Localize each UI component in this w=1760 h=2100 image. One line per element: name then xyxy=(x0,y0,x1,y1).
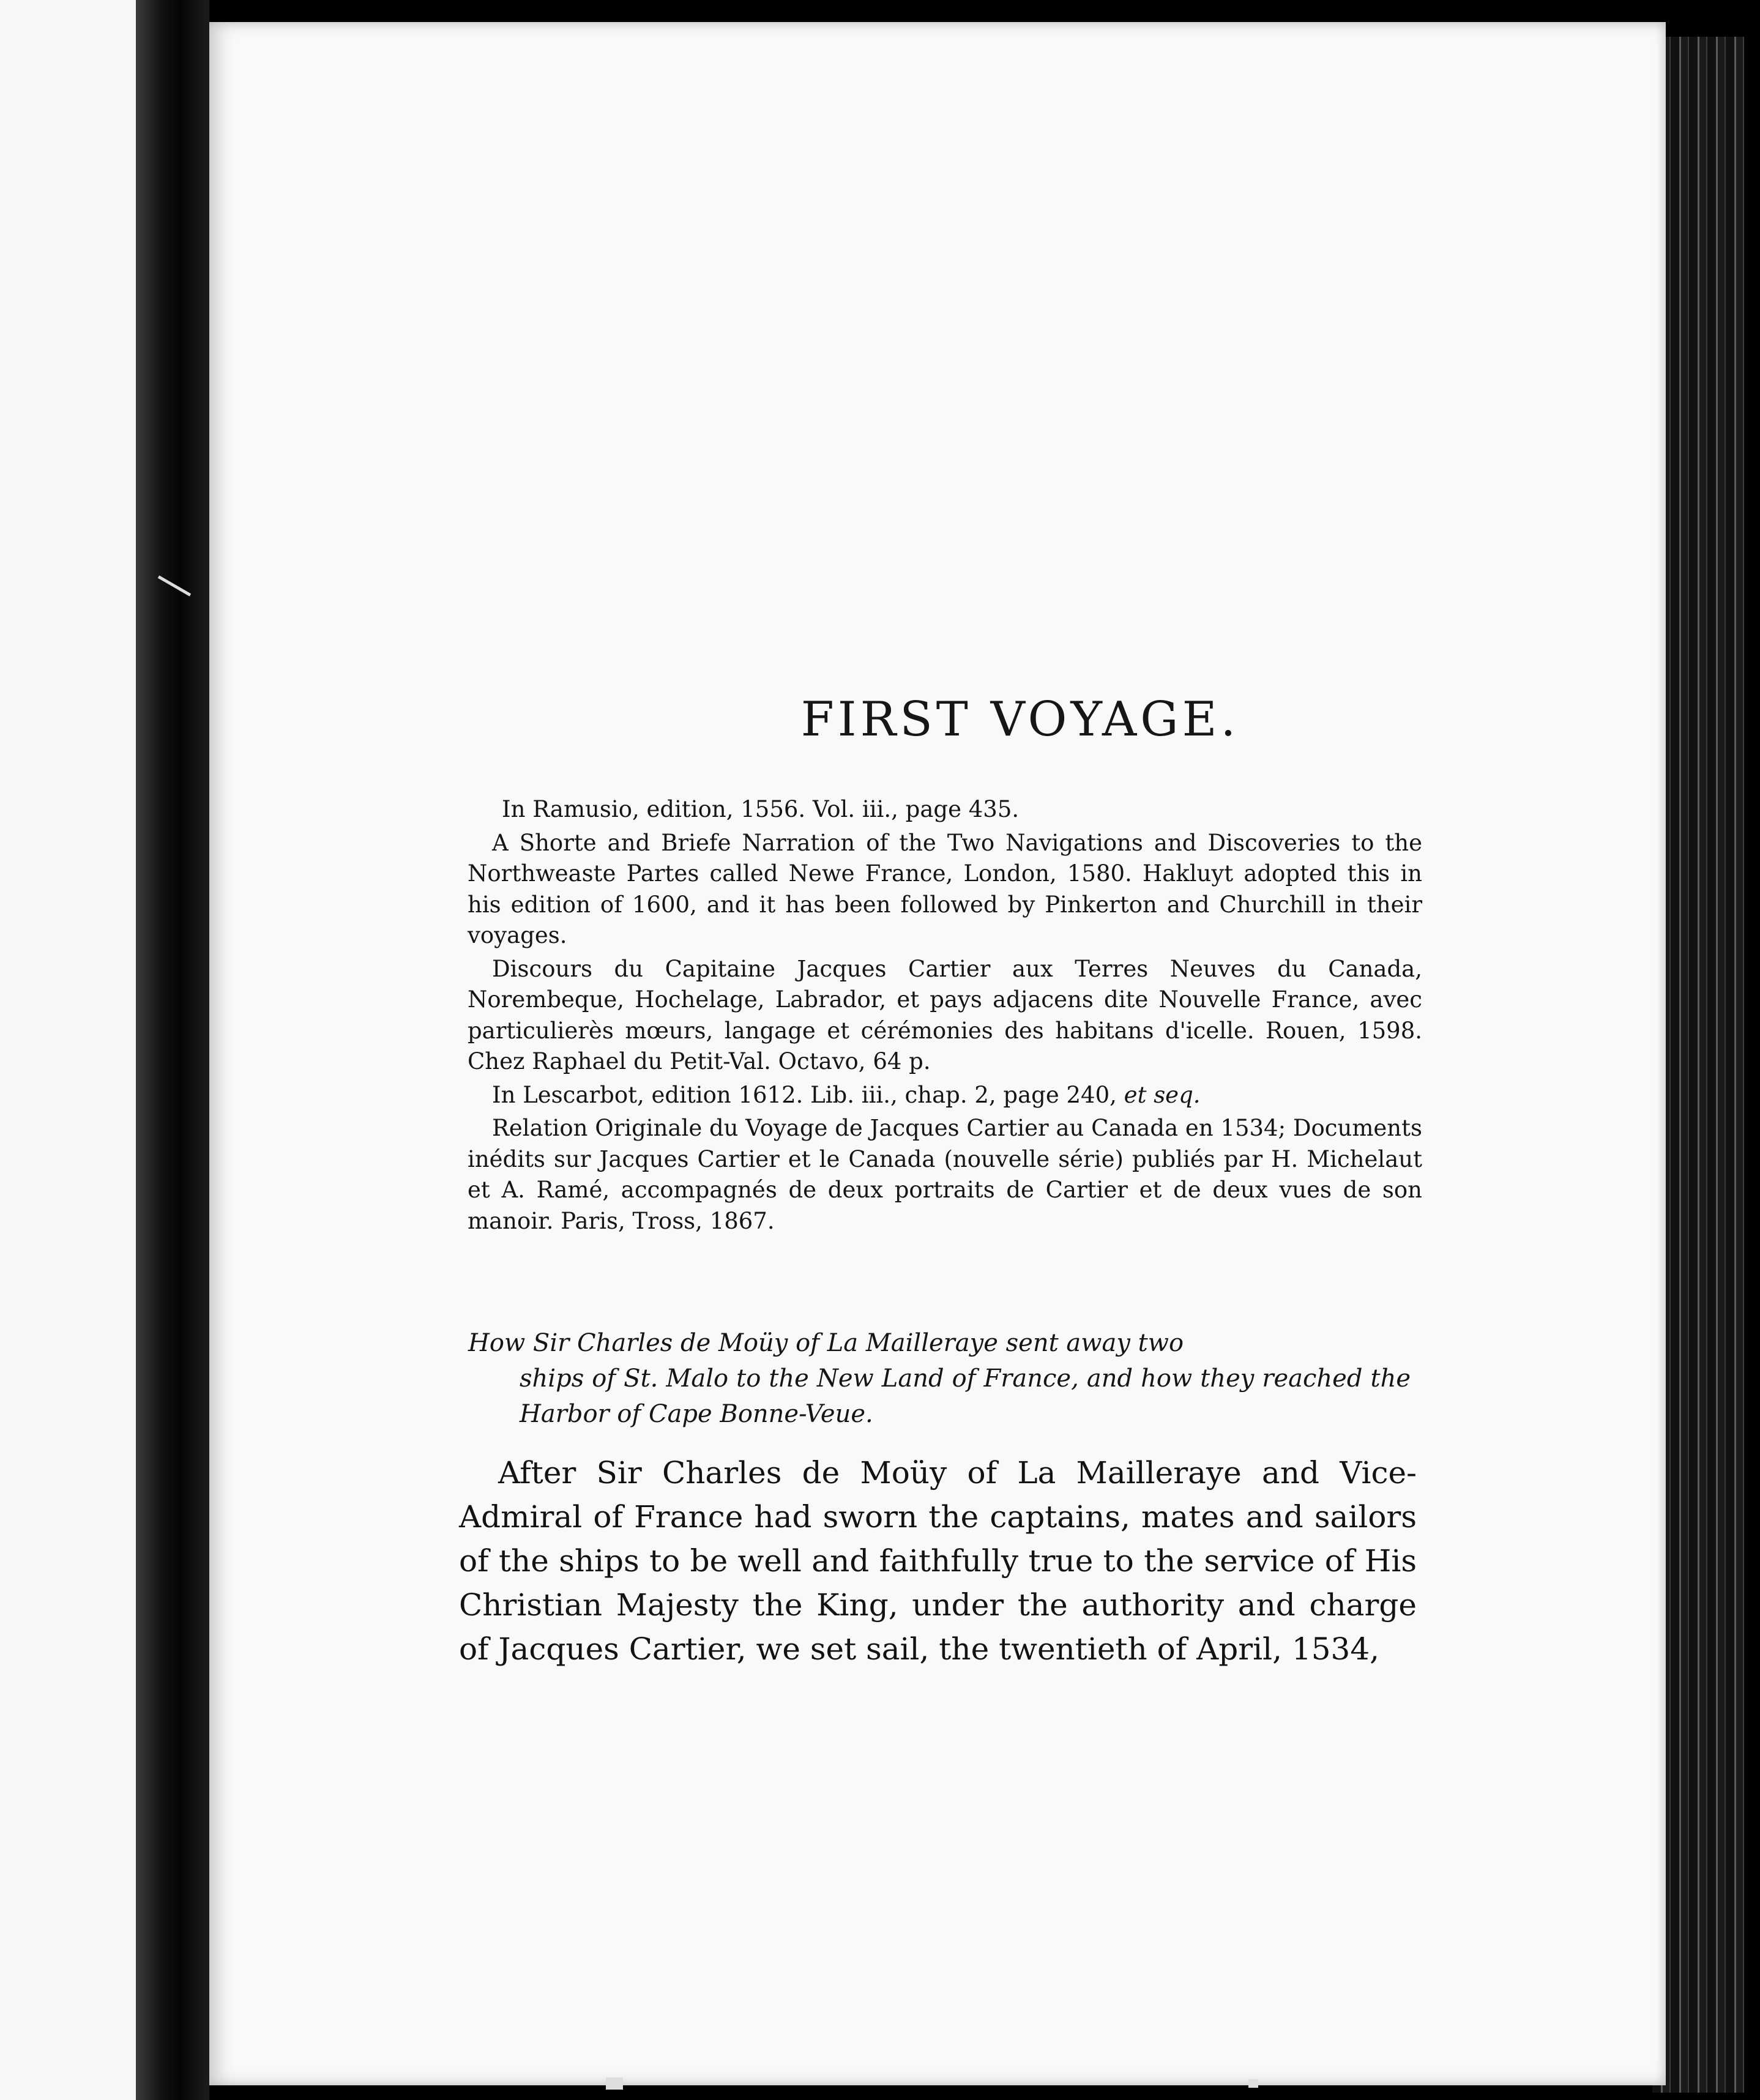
book-gutter xyxy=(136,0,209,2100)
scan-speck xyxy=(1248,2079,1258,2088)
body-paragraph xyxy=(459,1451,1417,1671)
et-seq-italic: et seq. xyxy=(1124,1081,1201,1108)
chapter-title-container xyxy=(209,692,1666,747)
caption-continuation: ships of St. Malo to the New Land of France, and how they reached the Harbor of Cape Bonne-Veue. xyxy=(520,1365,1411,1428)
facing-page-edge xyxy=(0,0,136,2100)
scan-speck xyxy=(606,2077,623,2090)
bibliography-entry-lescarbot xyxy=(468,1080,1422,1111)
chapter-title: FIRST VOYAGE. xyxy=(800,692,1240,747)
lescarbot-citation: In Lescarbot, edition 1612. Lib. iii., chap. 2, page 240, xyxy=(492,1081,1124,1108)
caption-first-line: How Sir Charles de Moüy of La Mailleraye sent away two xyxy=(468,1329,1184,1357)
book-page xyxy=(209,22,1666,2085)
bibliography-entry-ramusio: In Ramusio, edition, 1556. Vol. iii., page 435. xyxy=(502,796,1020,822)
body-text: After Sir Charles de Moüy of La Mailleraye and Vice-Admiral of France had sworn the captains, mates and sailors of the ships to be well and faithfully true to the service of His Christian Majesty the King, under the authority and charge of Jacques Cartier, we set sail, the twentieth of April, 1534, xyxy=(459,1455,1417,1667)
body-indent xyxy=(459,1455,498,1491)
section-caption xyxy=(468,1325,1411,1432)
bibliography-entry-discours: Discours du Capitaine Jacques Cartier aux Terres Neuves du Canada, Norembeque, Hochelage, Labrador, et pays adjacens dite Nouvelle France, avec particulierès mœurs, langage et cérémonies des habitans d'icelle. Rouen, 1598. Chez Raphael du Petit-Val. Octavo, 64 p. xyxy=(468,955,1422,1074)
bibliography-entry-relation: Relation Originale du Voyage de Jacques Cartier au Canada en 1534; Documents inédits sur Jacques Cartier et le Canada (nouvelle série) publiés par H. Michelaut et A. Ramé, accompagnés de deux portraits de Cartier et de deux vues de son manoir. Paris, Tross, 1867. xyxy=(468,1115,1422,1234)
bibliography-entry-hakluyt: A Shorte and Briefe Narration of the Two Navigations and Discoveries to the Northweaste Partes called Newe France, London, 1580. Hakluyt adopted this in his edition of 1600, and it has been followed by Pinkerton and Churchill in their voyages. xyxy=(468,829,1422,948)
page-edges xyxy=(1652,37,1744,2093)
bibliography-block xyxy=(468,794,1422,1239)
